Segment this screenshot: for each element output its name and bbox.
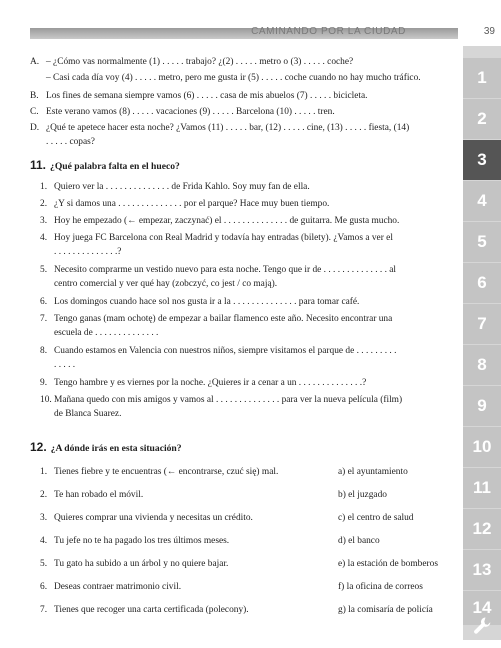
situation-text: Tu jefe no te ha pagado los tres últimos meses. <box>54 536 230 546</box>
chapter-tab-5[interactable]: 5 <box>463 222 501 262</box>
item-number: 1. <box>40 182 48 192</box>
place-option: e) la estación de bomberos <box>338 559 438 569</box>
item-text: Quiero ver la . . . . . . . . . . . . . . de Frida Kahlo. Soy muy fan de ella. <box>54 182 310 192</box>
situation-text: Tu gato ha subido a un árbol y no quiere bajar. <box>54 559 229 569</box>
chapter-tab-9[interactable]: 9 <box>463 386 501 426</box>
exercise-number: 11. <box>30 158 47 172</box>
item-number: 6. <box>40 582 48 592</box>
item-text: . . . . . copas? <box>46 137 95 147</box>
item-text: Los domingos cuando hace sol nos gusta ir a la . . . . . . . . . . . . . . para tomar café. <box>54 297 360 307</box>
chapter-tab-3[interactable]: 3 <box>463 140 501 180</box>
exercise-11-title <box>30 158 180 172</box>
situation-text: Tienes que recoger una carta certificada (polecony). <box>54 605 249 615</box>
tools-tab[interactable] <box>463 606 501 648</box>
chapter-tab-8[interactable]: 8 <box>463 345 501 385</box>
item-number: 3. <box>40 216 48 226</box>
chapter-tab-12[interactable]: 12 <box>463 509 501 549</box>
exercise-number: 12. <box>30 440 47 454</box>
page-number: 39 <box>483 26 495 37</box>
situation-text: Quieres comprar una vivienda y necesitas un crédito. <box>54 513 253 523</box>
item-number: 4. <box>40 536 48 546</box>
item-number: 7. <box>40 605 48 615</box>
exercise-instruction: ¿Qué palabra falta en el hueco? <box>50 161 180 172</box>
item-number: 2. <box>40 199 48 209</box>
place-option: d) el banco <box>338 536 380 546</box>
item-text: centro comercial y ver qué hay (zobczyć, co jest / co mają). <box>54 279 278 289</box>
item-number: 8. <box>40 346 48 356</box>
item-text: ¿Y si damos una . . . . . . . . . . . . . . por el parque? Hace muy buen tiempo. <box>54 199 330 209</box>
item-label: D. <box>30 123 40 133</box>
place-option: g) la comisaría de policía <box>338 605 433 615</box>
page-header <box>0 0 458 46</box>
item-number: 7. <box>40 314 48 324</box>
item-label: A. <box>30 57 40 67</box>
wrench-icon <box>472 615 492 639</box>
item-number: 1. <box>40 467 48 477</box>
item-text: Tengo ganas (mam ochotę) de empezar a bailar flamenco este año. Necesito encontrar una <box>54 314 393 324</box>
item-number: 10. <box>40 395 52 405</box>
exercise-12-title <box>30 440 182 454</box>
item-text: Hoy juega FC Barcelona con Real Madrid y todavía hay entradas (bilety). ¿Vamos a ver el <box>54 233 393 243</box>
chapter-title: CAMINANDO POR LA CIUDAD <box>251 26 406 37</box>
item-text: . . . . . . . . . . . . . .? <box>54 247 122 257</box>
chapter-tab-2[interactable]: 2 <box>463 99 501 139</box>
chapter-tab-4[interactable]: 4 <box>463 181 501 221</box>
chapter-tab-14[interactable]: 14 <box>463 591 501 625</box>
item-text: escuela de . . . . . . . . . . . . . . <box>54 328 159 338</box>
item-text: Tengo hambre y es viernes por la noche. ¿Quieres ir a cenar a un . . . . . . . . . . . . . .? <box>54 378 367 388</box>
chapter-tabs <box>463 46 501 640</box>
item-text: Cuando estamos en Valencia con nuestros niños, siempre visitamos el parque de . . . . . . . . . <box>54 346 397 356</box>
chapter-tab-10[interactable]: 10 <box>463 427 501 467</box>
item-label: B. <box>30 91 39 101</box>
item-text: Los fines de semana siempre vamos (6) . . . . . casa de mis abuelos (7) . . . . . bicicleta. <box>46 91 368 101</box>
place-option: f) la oficina de correos <box>338 582 423 592</box>
item-text: Mañana quedo con mis amigos y vamos al . . . . . . . . . . . . . . para ver la nueva película (film) <box>54 395 403 405</box>
item-label: C. <box>30 107 39 117</box>
item-number: 5. <box>40 265 48 275</box>
item-text: – Casi cada día voy (4) . . . . . metro, pero me gusta ir (5) . . . . . coche cuando no hay mucho tráfico. <box>46 73 421 83</box>
item-text: Hoy he empezado (← empezar, zaczynać) el . . . . . . . . . . . . . . de guitarra. Me gusta mucho. <box>54 216 400 226</box>
place-option: a) el ayuntamiento <box>338 467 408 477</box>
item-number: 3. <box>40 513 48 523</box>
item-text: de Blanca Suarez. <box>54 409 122 419</box>
item-number: 9. <box>40 378 48 388</box>
place-option: c) el centro de salud <box>338 513 414 523</box>
item-text: . . . . . <box>54 360 76 370</box>
chapter-tab-13[interactable]: 13 <box>463 550 501 590</box>
chapter-tab-6[interactable]: 6 <box>463 263 501 303</box>
item-number: 2. <box>40 490 48 500</box>
situation-text: Deseas contraer matrimonio civil. <box>54 582 182 592</box>
chapter-tab-7[interactable]: 7 <box>463 304 501 344</box>
item-text: Este verano vamos (8) . . . . . vacaciones (9) . . . . . Barcelona (10) . . . . . tren. <box>46 107 335 117</box>
place-option: b) el juzgado <box>338 490 387 500</box>
situation-text: Te han robado el móvil. <box>54 490 144 500</box>
item-text: ¿Qué te apetece hacer esta noche? ¿Vamos (11) . . . . . bar, (12) . . . . . cine, (13) . . . . . fiesta, (14) <box>46 123 410 133</box>
item-number: 6. <box>40 297 48 307</box>
item-text: Necesito comprarme un vestido nuevo para esta noche. Tengo que ir de . . . . . . . . . . . . . . al <box>54 265 397 275</box>
item-number: 5. <box>40 559 48 569</box>
situation-text: Tienes fiebre y te encuentras (← encontrarse, czuć się) mal. <box>54 467 279 477</box>
item-number: 4. <box>40 233 48 243</box>
chapter-tab-1[interactable]: 1 <box>463 58 501 98</box>
exercise-instruction: ¿A dónde irás en esta situación? <box>50 443 182 454</box>
item-text: – ¿Cómo vas normalmente (1) . . . . . trabajo? ¿(2) . . . . . metro o (3) . . . . . coche? <box>46 57 354 67</box>
chapter-tab-11[interactable]: 11 <box>463 468 501 508</box>
